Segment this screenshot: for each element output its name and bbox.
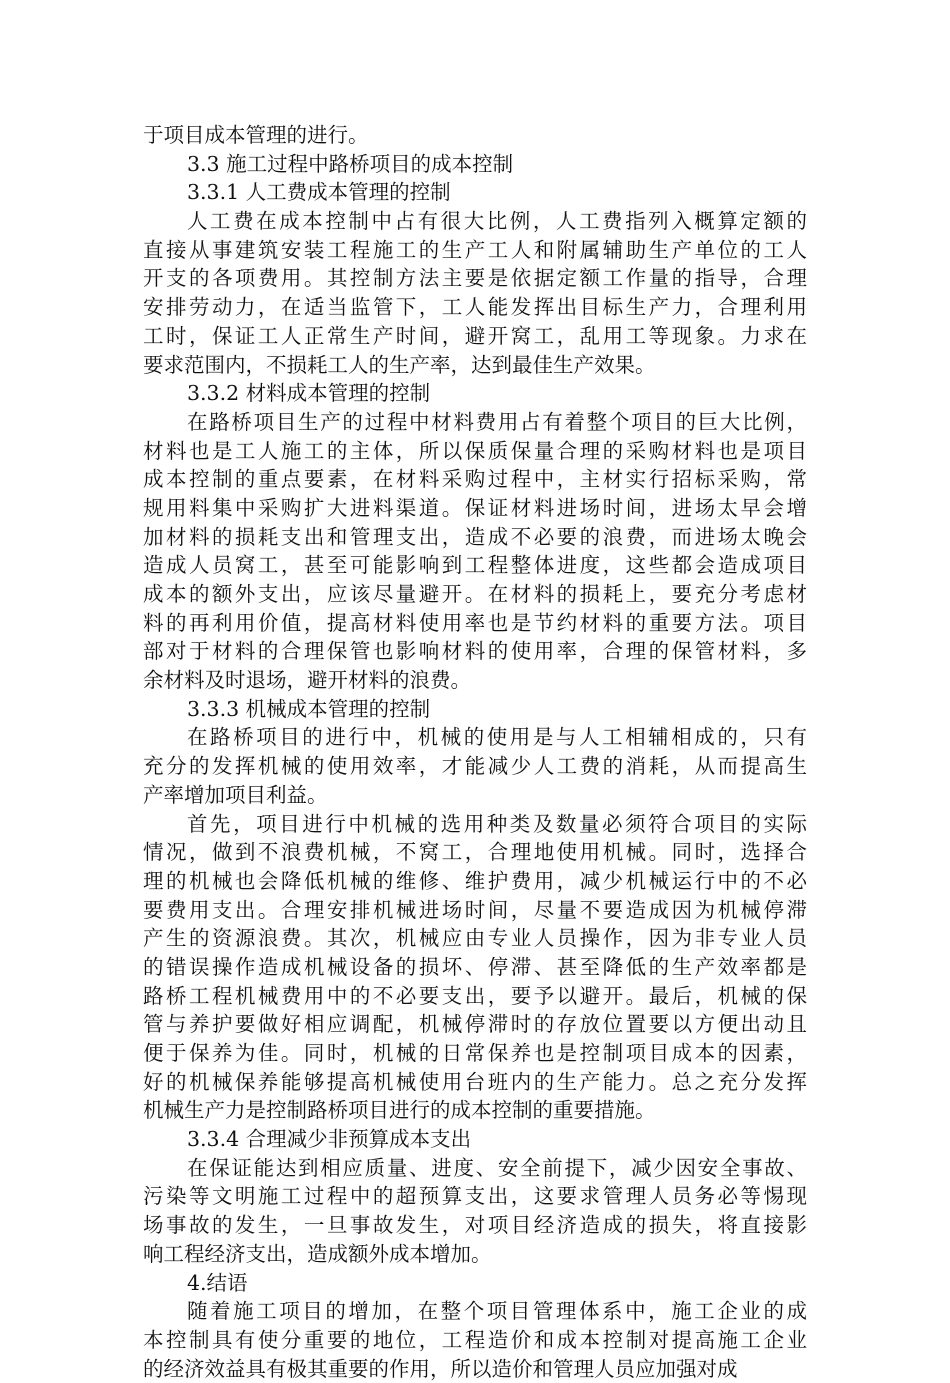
paragraph-continuation — [143, 121, 807, 150]
text-line: 管与养护要做好相应调配，机械停滞时的存放位置要以方便出动且 — [143, 1012, 807, 1037]
text-line: 人工费在成本控制中占有很大比例，人工费指列入概算定额的 — [187, 209, 807, 234]
document-body — [143, 121, 807, 1383]
heading-text: 3.3 施工过程中路桥项目的成本控制 — [187, 151, 514, 176]
paragraph — [143, 408, 807, 695]
section-heading — [143, 1125, 807, 1154]
text-line: 产率增加项目利益。 — [143, 782, 328, 807]
text-line: 直接从事建筑安装工程施工的生产工人和附属辅助生产单位的工人 — [143, 237, 807, 262]
text-line: 本控制具有使分重要的地位，工程造价和成本控制对提高施工企业 — [143, 1327, 807, 1352]
text-line: 场事故的发生，一旦事故发生，对项目经济造成的损失，将直接影 — [143, 1213, 807, 1238]
text-line: 在保证能达到相应质量、进度、安全前提下，减少因安全事故、 — [187, 1155, 807, 1180]
heading-text: 3.3.4 合理减少非预算成本支出 — [187, 1127, 472, 1152]
text-line: 的经济效益具有极其重要的作用，所以造价和管理人员应加强对成 — [143, 1356, 738, 1381]
section-heading — [143, 150, 807, 179]
section-heading — [143, 379, 807, 408]
section-heading — [143, 695, 807, 724]
text-line: 在路桥项目生产的过程中材料费用占有着整个项目的巨大比例， — [187, 409, 807, 434]
text-line: 成本控制的重点要素，在材料采购过程中，主材实行招标采购，常 — [143, 467, 807, 492]
text-line: 产生的资源浪费。其次，机械应由专业人员操作，因为非专业人员 — [143, 926, 807, 951]
heading-text: 3.3.1 人工费成本管理的控制 — [187, 180, 451, 205]
text-line: 充分的发挥机械的使用效率，才能减少人工费的消耗，从而提高生 — [143, 754, 807, 779]
paragraph — [143, 207, 807, 379]
text-line: 要求范围内，不损耗工人的生产率，达到最佳生产效果。 — [143, 352, 656, 377]
text-line: 开支的各项费用。其控制方法主要是依据定额工作量的指导，合理 — [143, 266, 807, 291]
text-line: 路桥工程机械费用中的不必要支出，要予以避开。最后，机械的保 — [143, 983, 807, 1008]
text-line: 规用料集中采购扩大进料渠道。保证材料进场时间，进场太早会增 — [143, 495, 807, 520]
text-line: 情况，做到不浪费机械，不窝工，合理地使用机械。同时，选择合 — [143, 840, 807, 865]
text-line: 安排劳动力，在适当监管下，工人能发挥出目标生产力，合理利用 — [143, 295, 807, 320]
text-line: 材料也是工人施工的主体，所以保质保量合理的采购材料也是项目 — [143, 438, 807, 463]
heading-text: 3.3.2 材料成本管理的控制 — [187, 381, 431, 406]
text-line: 随着施工项目的增加，在整个项目管理体系中，施工企业的成 — [187, 1299, 807, 1324]
text-line: 便于保养为佳。同时，机械的日常保养也是控制项目成本的因素， — [143, 1041, 807, 1065]
section-heading — [143, 1269, 807, 1298]
text-line: 加材料的损耗支出和管理支出，造成不必要的浪费，而进场太晚会 — [143, 524, 807, 549]
heading-text: 3.3.3 机械成本管理的控制 — [187, 696, 431, 721]
paragraph — [143, 723, 807, 809]
text-line: 料的再利用价值，提高材料使用率也是节约材料的重要方法。项目 — [143, 610, 807, 635]
text-line: 要费用支出。合理安排机械进场时间，尽量不要造成因为机械停滞 — [143, 897, 807, 922]
text-line: 理的机械也会降低机械的维修、维护费用，减少机械运行中的不必 — [143, 868, 807, 893]
paragraph — [143, 810, 807, 1126]
paragraph — [143, 1297, 807, 1383]
text-line: 造成人员窝工，甚至可能影响到工程整体进度，这些都会造成项目 — [143, 553, 807, 578]
text-line: 工时，保证工人正常生产时间，避开窝工，乱用工等现象。力求在 — [143, 323, 807, 348]
text-line: 首先，项目进行中机械的选用种类及数量必须符合项目的实际 — [187, 811, 807, 836]
text-line: 于项目成本管理的进行。 — [143, 123, 369, 147]
text-line: 的错误操作造成机械设备的损坏、停滞、甚至降低的生产效率都是 — [143, 954, 807, 979]
text-line: 余材料及时退场，避开材料的浪费。 — [143, 668, 471, 693]
paragraph — [143, 1154, 807, 1269]
text-line: 好的机械保养能够提高机械使用台班内的生产能力。总之充分发挥 — [143, 1069, 807, 1094]
heading-text: 4.结语 — [187, 1270, 248, 1295]
text-line: 污染等文明施工过程中的超预算支出，这要求管理人员务必等惕现 — [143, 1184, 807, 1209]
text-line: 响工程经济支出，造成额外成本增加。 — [143, 1241, 492, 1266]
text-line: 成本的额外支出，应该尽量避开。在材料的损耗上，要充分考虑材 — [143, 582, 807, 606]
text-line: 部对于材料的合理保管也影响材料的使用率，合理的保管材料，多 — [143, 639, 807, 664]
text-line: 机械生产力是控制路桥项目进行的成本控制的重要措施。 — [143, 1098, 656, 1123]
text-line: 在路桥项目的进行中，机械的使用是与人工相辅相成的，只有 — [187, 725, 807, 750]
section-heading — [143, 178, 807, 207]
